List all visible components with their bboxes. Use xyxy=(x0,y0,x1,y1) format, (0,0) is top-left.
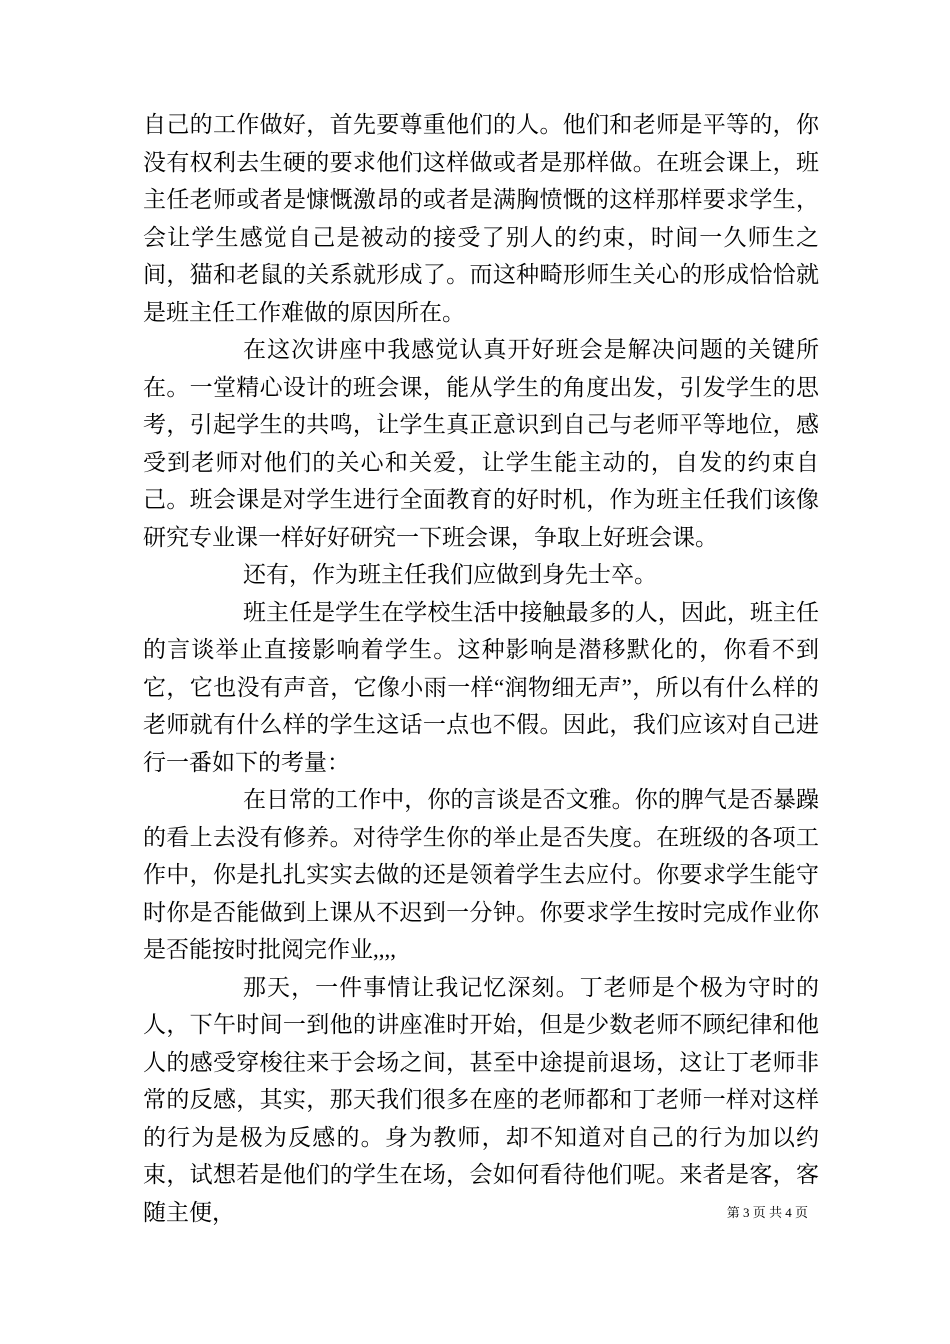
page-number: 第 3 页 共 4 页 xyxy=(726,1205,808,1220)
paragraph: 在日常的工作中，你的言谈是否文雅。你的脾气是否暴躁的看上去没有修养。对待学生你的举止是否失度。在班级的各项工作中，你是扎扎实实去做的还是领着学生去应付。你要求学生能守时你是否能做到上课从不迟到一分钟。你要求学生按时完成作业你是否能按时批阅完作业,,,, xyxy=(143,787,819,962)
paragraph: 还有，作为班主任我们应做到身先士卒。 xyxy=(243,562,657,587)
document-body xyxy=(143,106,819,1231)
paragraph: 班主任是学生在学校生活中接触最多的人，因此，班主任的言谈举止直接影响着学生。这种影响是潜移默化的，你看不到它，它也没有声音，它像小雨一样“润物细无声”，所以有什么样的老师就有什么样的学生这话一点也不假。因此，我们应该对自己进行一番如下的考量： xyxy=(143,599,819,775)
paragraph: 在这次讲座中我感觉认真开好班会是解决问题的关键所在。一堂精心设计的班会课，能从学生的角度出发，引发学生的思考，引起学生的共鸣，让学生真正意识到自己与老师平等地位，感受到老师对他们的关心和关爱，让学生能主动的，自发的约束自己。班会课是对学生进行全面教育的好时机，作为班主任我们该像研究专业课一样好好研究一下班会课，争取上好班会课。 xyxy=(143,337,819,550)
paragraph: 自己的工作做好，首先要尊重他们的人。他们和老师是平等的，你没有权利去生硬的要求他们这样做或者是那样做。在班会课上，班主任老师或者是慷慨激昂的或者是满胸愤慨的这样那样要求学生，会让学生感觉自己是被动的接受了别人的约束，时间一久师生之间，猫和老鼠的关系就形成了。而这种畸形师生关心的形成恰恰就是班主任工作难做的原因所在。 xyxy=(143,112,819,325)
paragraph: 那天，一件事情让我记忆深刻。丁老师是个极为守时的人，下午时间一到他的讲座准时开始，但是少数老师不顾纪律和他人的感受穿梭往来于会场之间，甚至中途提前退场，这让丁老师非常的反感，其实，那天我们很多在座的老师都和丁老师一样对这样的行为是极为反感的。身为教师，却不知道对自己的行为加以约束，试想若是他们的学生在场，会如何看待他们呢。来者是客，客随主便， xyxy=(143,974,819,1225)
